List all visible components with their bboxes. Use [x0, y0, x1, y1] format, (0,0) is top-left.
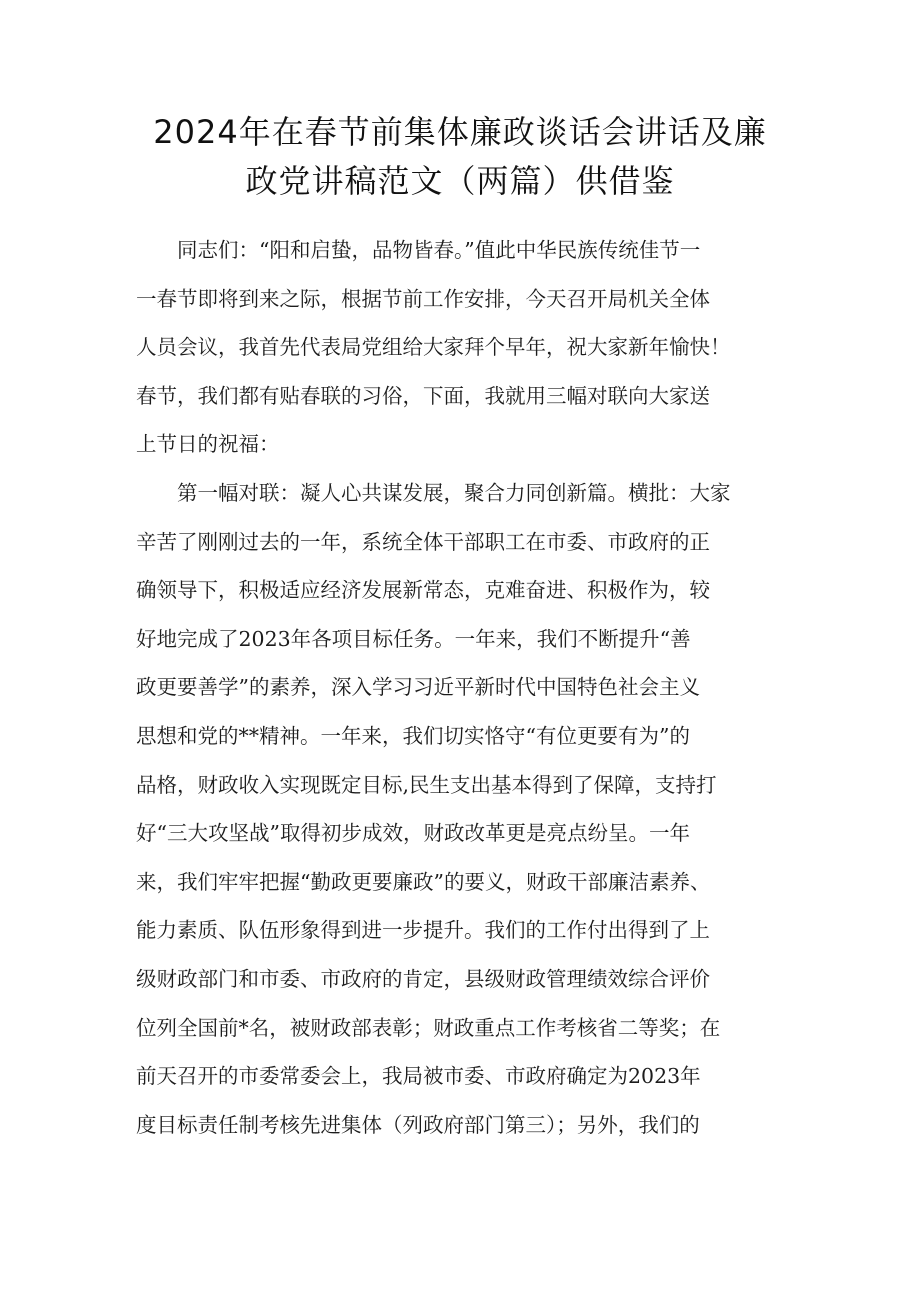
document-title-line-1: 2024年在春节前集体廉政谈话会讲话及廉 [153, 113, 767, 151]
body-line: 确领导下，积极适应经济发展新常态，克难奋进、积极作为，较 [136, 578, 710, 602]
body-line: 来，我们牢牢把握“勤政更要廉政”的要义，财政干部廉洁素养、 [136, 870, 711, 894]
body-line: 度目标责任制考核先进集体（列政府部门第三）；另外，我们的 [136, 1113, 700, 1137]
body-line: 辛苦了刚刚过去的一年，系统全体干部职工在市委、市政府的正 [136, 530, 710, 554]
body-line: 级财政部门和市委、市政府的肯定，县级财政管理绩效综合评价 [136, 967, 710, 991]
body-line: 能力素质、队伍形象得到进一步提升。我们的工作付出得到了上 [136, 918, 710, 942]
body-line: 第一幅对联：凝人心共谋发展，聚合力同创新篇。横批：大家 [136, 481, 731, 505]
document-title-line-2: 政党讲稿范文（两篇）供借鉴 [245, 162, 675, 200]
body-line: 政更要善学”的素养，深入学习习近平新时代中国特色社会主义 [136, 675, 700, 699]
body-line: 前天召开的市委常委会上，我局被市委、市政府确定为2023年 [136, 1064, 701, 1088]
body-line: 位列全国前*名，被财政部表彰；财政重点工作考核省二等奖；在 [136, 1016, 721, 1040]
body-line: 春节，我们都有贴春联的习俗，下面，我就用三幅对联向大家送 [136, 384, 710, 408]
body-line: 好“三大攻坚战”取得初步成效，财政改革更是亮点纷呈。一年 [136, 821, 690, 845]
body-line: 思想和党的**精神。一年来，我们切实恪守“有位更要有为”的 [136, 724, 690, 748]
body-line: 一春节即将到来之际，根据节前工作安排，今天召开局机关全体 [136, 287, 710, 311]
body-line: 上节日的祝福： [136, 432, 280, 456]
body-line: 品格，财政收入实现既定目标,民生支出基本得到了保障，支持打 [136, 773, 717, 797]
body-line: 同志们：“阳和启蛰，品物皆春。”值此中华民族传统佳节一 [136, 238, 701, 262]
body-line: 人员会议，我首先代表局党组给大家拜个早年，祝大家新年愉快！ [136, 335, 731, 359]
body-line: 好地完成了2023年各项目标任务。一年来，我们不断提升“善 [136, 627, 691, 651]
